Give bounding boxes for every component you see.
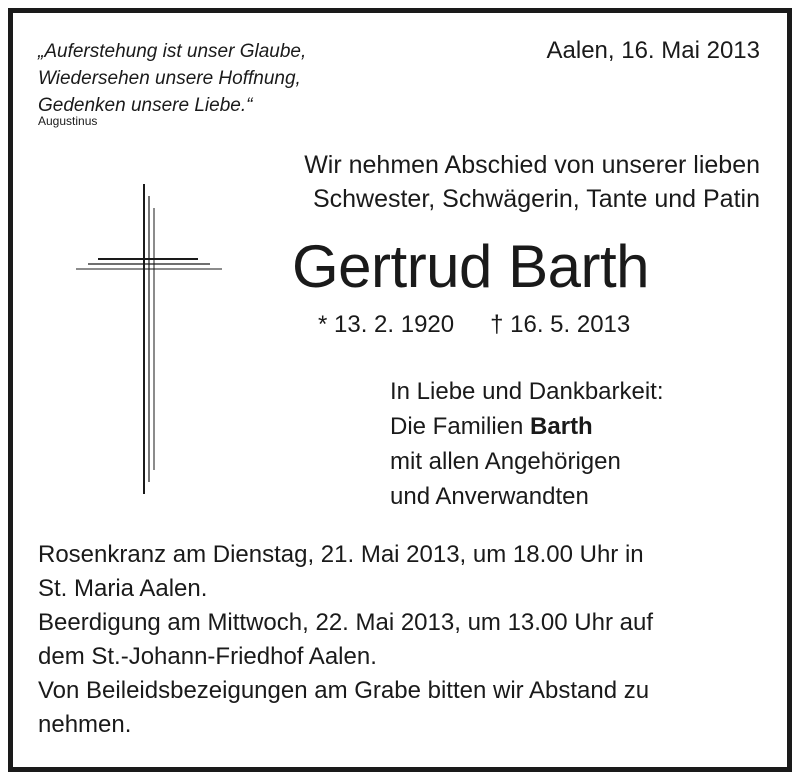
quote [38,38,306,119]
details-line: St. Maria Aalen. [38,575,208,602]
cross-icon [74,182,224,497]
mourners-line: und Anverwandten [390,483,589,510]
intro-line: Wir nehmen Abschied von unserer lieben [304,151,760,179]
families-line [390,409,664,444]
intro-line: Schwester, Schwägerin, Tante und Patin [312,185,760,213]
intro-text [304,148,760,216]
families-prefix: Die Familien [390,413,531,440]
birth-date: * 13. 2. 1920 [318,311,455,338]
details-line: dem St.-Johann-Friedhof Aalen. [38,643,377,670]
details-line: Von Beileidsbezeigungen am Grabe bitten wir Abstand zu [38,677,650,704]
mourners-heading: In Liebe und Dankbarkeit: [390,378,664,405]
quote-author: Augustinus [38,114,98,128]
death-date: † 16. 5. 2013 [490,311,631,338]
deceased-name: Gertrud Barth [292,233,649,300]
quote-line: Gedenken unsere Liebe.“ [38,95,253,116]
life-dates [318,310,630,340]
mourners-line: mit allen Angehörigen [390,448,621,475]
details-line: nehmen. [38,711,132,738]
family-name: Barth [530,413,593,440]
funeral-details [38,538,653,742]
quote-line: „Auferstehung ist unser Glaube, [38,41,307,62]
mourners [390,374,664,514]
details-line: Beerdigung am Mittwoch, 22. Mai 2013, um 13.00 Uhr auf [38,609,653,636]
quote-line: Wiedersehen unsere Hoffnung, [38,68,301,89]
place-date: Aalen, 16. Mai 2013 [546,37,760,64]
details-line: Rosenkranz am Dienstag, 21. Mai 2013, um 18.00 Uhr in [38,541,644,568]
